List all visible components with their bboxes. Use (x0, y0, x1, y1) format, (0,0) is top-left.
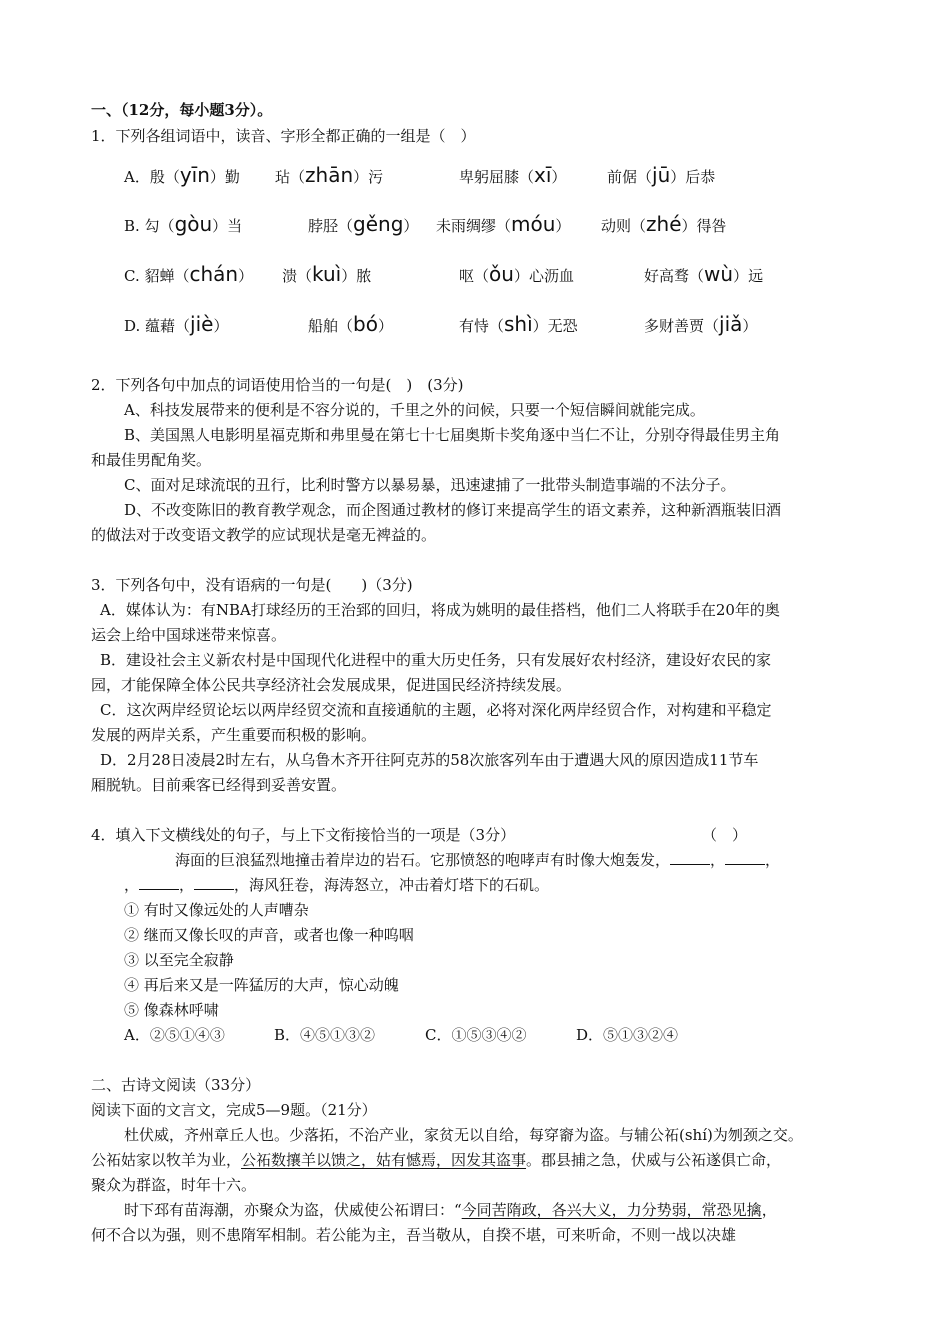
pinyin-annotation: gòu (174, 212, 213, 236)
passage-para1-line2 (91, 1150, 781, 1170)
passage-para2-line2: 何不合以为强，则不患隋军相制。若公能为主，吾当敬从，自揆不堪，可来听命，不则一战以决雄 (91, 1226, 737, 1244)
q1-a-4: 前倨（jū）后恭 (607, 163, 716, 187)
q1-a-3: 卑躬屈膝（xī） (459, 163, 567, 187)
pinyin-annotation: jū (652, 163, 671, 187)
blank-2 (725, 850, 765, 865)
q1-c-2: 溃（kuì）脓 (282, 262, 372, 286)
passage-para2-line1 (124, 1200, 777, 1220)
q3-option-c-line2: 发展的两岸关系，产生重要而积极的影响。 (91, 726, 377, 744)
q1-a-2: 玷（zhān）污 (275, 163, 384, 187)
q4-stem: 4．填入下文横线处的句子，与上下文衔接恰当的一项是（3分） (91, 826, 516, 844)
pinyin-annotation: shì (504, 312, 533, 336)
q4-choice-c: C．①⑤③④② (425, 1026, 527, 1044)
q4-passage-line2: ， ， ，海风狂卷，海涛怒立，冲击着灯塔下的石矶。 (124, 876, 550, 894)
q3-option-c-line1: C．这次两岸经贸论坛以两岸经贸交流和直接通航的主题，必将对深化两岸经贸合作，对构建和平稳定 (100, 701, 772, 719)
q1-b-3: 未雨绸缪（móu） (436, 212, 571, 236)
underlined-sentence-1: 公祏数攘羊以馈之，姑有憾焉，因发其盗事 (241, 1151, 527, 1169)
q1-d-3: 有恃（shì）无恐 (459, 312, 578, 336)
pinyin-annotation: zhān (305, 163, 354, 187)
q2-option-b-line1: B、美国黑人电影明星福克斯和弗里曼在第七十七届奥斯卡奖角逐中当仁不让，分别夺得最佳男主角 (124, 426, 781, 444)
q2-option-b-line2: 和最佳男配角奖。 (91, 451, 212, 469)
q1-c-4: 好高骛（wù）远 (644, 262, 764, 286)
q4-item-1: ① 有时又像远处的人声嘈杂 (124, 901, 309, 919)
q1-c-3: 呕（ǒu）心沥血 (459, 262, 574, 286)
q1-d-2: 船舶（bó） (308, 312, 393, 336)
pinyin-annotation: yīn (179, 163, 210, 187)
q4-answer-paren: （ ） (702, 826, 748, 844)
passage-text: 。郡县捕之急，伏威与公祏遂俱亡命， (526, 1151, 782, 1169)
section2-intro: 阅读下面的文言文，完成5—9题。（21分） (91, 1101, 377, 1119)
q3-option-b-line1: B．建设社会主义新农村是中国现代化进程中的重大历史任务，只有发展好农村经济，建设好农民的家 (100, 651, 772, 669)
q4-choice-a: A．②⑤①④③ (124, 1026, 225, 1044)
q4-item-3: ③ 以至完全寂静 (124, 951, 234, 969)
pinyin-annotation: jiǎ (719, 312, 743, 336)
underlined-sentence-2: 今同苦隋政，各兴大义，力分势弱，常恐见擒 (461, 1201, 762, 1219)
q3-option-a-line1: A．媒体认为：有NBA打球经历的王治郅的回归，将成为姚明的最佳搭档，他们二人将联手在20年的奥 (100, 601, 780, 619)
pinyin-annotation: wù (704, 262, 734, 286)
q4-item-2: ② 继而又像长叹的声音，或者也像一种呜咽 (124, 926, 414, 944)
q1-b-2: 脖胫（gěng） (308, 212, 419, 236)
q1-stem: 1．下列各组词语中，读音、字形全都正确的一组是（ ） (91, 127, 476, 145)
q4-passage-text1: 海面的巨浪猛烈地撞击着岸边的岩石。它那愤怒的咆哮声有时像大炮轰发， (175, 851, 671, 869)
section1-heading: 一、（12分，每小题3分）。 (91, 101, 273, 119)
pinyin-annotation: móu (511, 212, 556, 236)
q2-option-d-line1: D、不改变陈旧的教育教学观念，而企图通过教材的修订来提高学生的语文素养，这种新酒瓶装旧酒 (124, 501, 782, 519)
passage-para1-line1: 杜伏威，齐州章丘人也。少落拓，不治产业，家贫无以自给，每穿窬为盗。与辅公祏(shí)为刎颈之交。 (124, 1126, 803, 1144)
passage-text: ， (761, 1201, 777, 1219)
q2-option-a: A、科技发展带来的便利是不容分说的，千里之外的问候，只要一个短信瞬间就能完成。 (124, 401, 705, 419)
q1-a-1: A．殷（yīn）勤 (124, 163, 240, 187)
q4-item-4: ④ 再后来又是一阵猛厉的大声，惊心动魄 (124, 976, 399, 994)
q2-option-c: C、面对足球流氓的丑行，比利时警方以暴易暴，迅速逮捕了一批带头制造事端的不法分子。 (124, 476, 736, 494)
q1-option-c (0, 261, 950, 287)
q3-option-a-line2: 运会上给中国球迷带来惊喜。 (91, 626, 287, 644)
pinyin-annotation: kuì (312, 262, 342, 286)
pinyin-annotation: zhé (646, 212, 682, 236)
q1-option-a (0, 162, 950, 188)
blank-4 (194, 875, 234, 890)
pinyin-annotation: xī (534, 163, 552, 187)
q1-b-4: 动则（zhé）得咎 (601, 212, 727, 236)
q3-stem: 3．下列各句中，没有语病的一句是( )（3分) (91, 576, 413, 594)
q4-passage-text2: ，海风狂卷，海涛怒立，冲击着灯塔下的石矶。 (234, 876, 550, 894)
q4-passage-line1: 海面的巨浪猛烈地撞击着岸边的岩石。它那愤怒的咆哮声有时像大炮轰发， ， ， (175, 851, 781, 869)
passage-text: 公祏姑家以牧羊为业， (91, 1151, 242, 1169)
pinyin-annotation: chán (189, 262, 239, 286)
q3-option-d-line2: 厢脱轨。目前乘客已经得到妥善安置。 (91, 776, 347, 794)
q3-option-b-line2: 园，才能保障全体公民共享经济社会发展成果，促进国民经济持续发展。 (91, 676, 572, 694)
q2-option-d-line2: 的做法对于改变语文教学的应试现状是毫无裨益的。 (91, 526, 437, 544)
q1-d-1: D. 蕴藉（jiè） (124, 312, 229, 336)
q4-item-5: ⑤ 像森林呼啸 (124, 1001, 219, 1019)
blank-3 (139, 875, 179, 890)
blank-1 (670, 850, 710, 865)
passage-text: 时下邳有苗海潮，亦聚众为盗，伏威使公祏谓曰：“ (124, 1201, 462, 1219)
q4-choice-b: B．④⑤①③② (274, 1026, 376, 1044)
q1-option-d (0, 311, 950, 337)
q1-b-1: B. 勾（gòu）当 (124, 212, 243, 236)
pinyin-annotation: bó (353, 312, 378, 336)
section2-heading: 二、古诗文阅读（33分） (91, 1076, 261, 1094)
passage-para1-line3: 聚众为群盗，时年十六。 (91, 1176, 257, 1194)
q1-c-1: C. 貂蝉（chán） (124, 262, 254, 286)
q1-d-4: 多财善贾（jiǎ） (644, 312, 758, 336)
q3-option-d-line1: D．2月28日凌晨2时左右，从乌鲁木齐开往阿克苏的58次旅客列车由于遭遇大风的原因造成11节车 (100, 751, 759, 769)
q1-option-b (0, 211, 950, 237)
q2-stem: 2．下列各句中加点的词语使用恰当的一句是( ) (3分) (91, 376, 464, 394)
pinyin-annotation: gěng (353, 212, 404, 236)
pinyin-annotation: ǒu (489, 262, 514, 286)
pinyin-annotation: jiè (190, 312, 214, 336)
q4-choice-d: D．⑤①③②④ (576, 1026, 679, 1044)
